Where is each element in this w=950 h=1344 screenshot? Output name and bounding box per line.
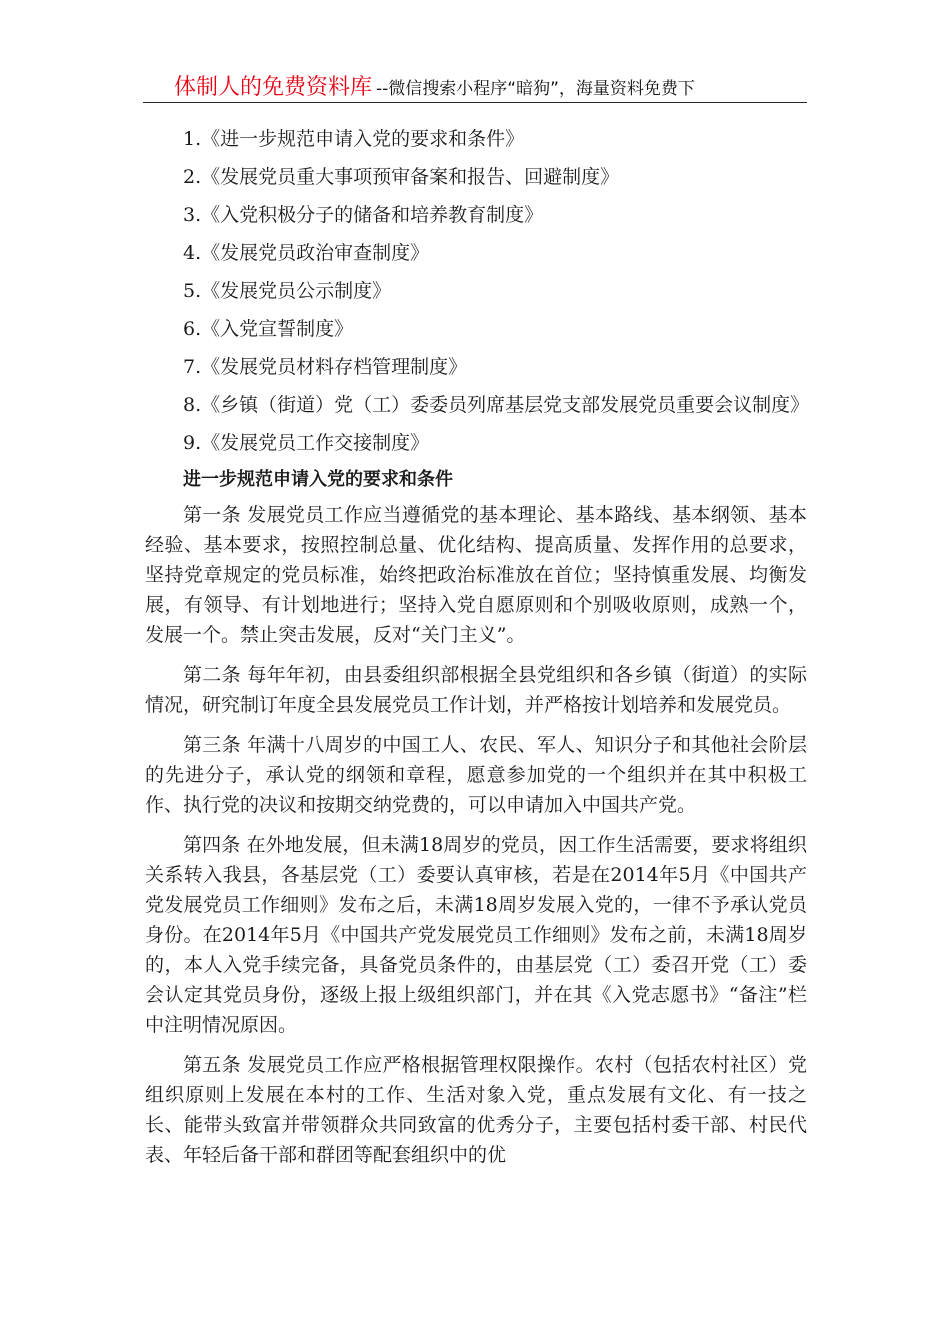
list-item: 9.《发展党员工作交接制度》 [183,432,430,454]
list-item: 6.《入党宣誓制度》 [183,318,354,340]
header-subtitle: --微信搜索小程序“暗狗”，海量资料免费下 [376,79,695,99]
header-brand: 体制人的免费资料库 [174,75,373,100]
list-item: 7.《发展党员材料存档管理制度》 [183,356,468,378]
list-item: 3.《入党积极分子的储备和培养教育制度》 [183,204,544,226]
document-body [145,122,810,1180]
header-divider [143,102,807,103]
list-item: 1.《进一步规范申请入党的要求和条件》 [183,128,525,150]
section-body [145,500,807,1170]
article-paragraph: 第一条 发展党员工作应当遵循党的基本理论、基本路线、基本纲领、基本经验、基本要求，按照控制总量、优化结构、提高质量、发挥作用的总要求，坚持党章规定的党员标准，始终把政治标准放在首位；坚持慎重发展、均衡发展，有领导、有计划地进行；坚持入党自愿原则和个别吸收原则，成熟一个，发展一个。禁止突击发展，反对“关门主义”。 [145,504,807,646]
page-header [143,70,807,100]
article-paragraph: 第三条 年满十八周岁的中国工人、农民、军人、知识分子和其他社会阶层的先进分子，承认党的纲领和章程，愿意参加党的一个组织并在其中积极工作、执行党的决议和按期交纳党费的，可以申请加入中国共产党。 [145,734,807,816]
article-paragraph: 第五条 发展党员工作应严格根据管理权限操作。农村（包括农村社区）党组织原则上发展在本村的工作、生活对象入党，重点发展有文化、有一技之长、能带头致富并带领群众共同致富的优秀分子，主要包括村委干部、村民代表、年轻后备干部和群团等配套组织中的优 [145,1054,807,1166]
list-item: 5.《发展党员公示制度》 [183,280,392,302]
section-title: 进一步规范申请入党的要求和条件 [183,469,453,490]
list-item: 2.《发展党员重大事项预审备案和报告、回避制度》 [183,166,620,188]
article-paragraph: 第二条 每年年初，由县委组织部根据全县党组织和各乡镇（街道）的实际情况，研究制订年度全县发展党员工作计划，并严格按计划培养和发展党员。 [145,664,807,716]
list-item: 8.《乡镇（街道）党（工）委委员列席基层党支部发展党员重要会议制度》 [183,394,810,416]
article-paragraph: 第四条 在外地发展，但未满18周岁的党员，因工作生活需要，要求将组织关系转入我县，各基层党（工）委要认真审核，若是在2014年5月《中国共产党发展党员工作细则》发布之后，未满18周岁发展入党的，一律不予承认党员身份。在2014年5月《中国共产党发展党员工作细则》发布之前，未满18周岁的，本人入党手续完备，具备党员条件的，由基层党（工）委召开党（工）委会认定其党员身份，逐级上报上级组织部门，并在其《入党志愿书》“备注”栏中注明情况原因。 [145,834,807,1036]
list-item: 4.《发展党员政治审查制度》 [183,242,430,264]
regulation-list [145,122,810,460]
